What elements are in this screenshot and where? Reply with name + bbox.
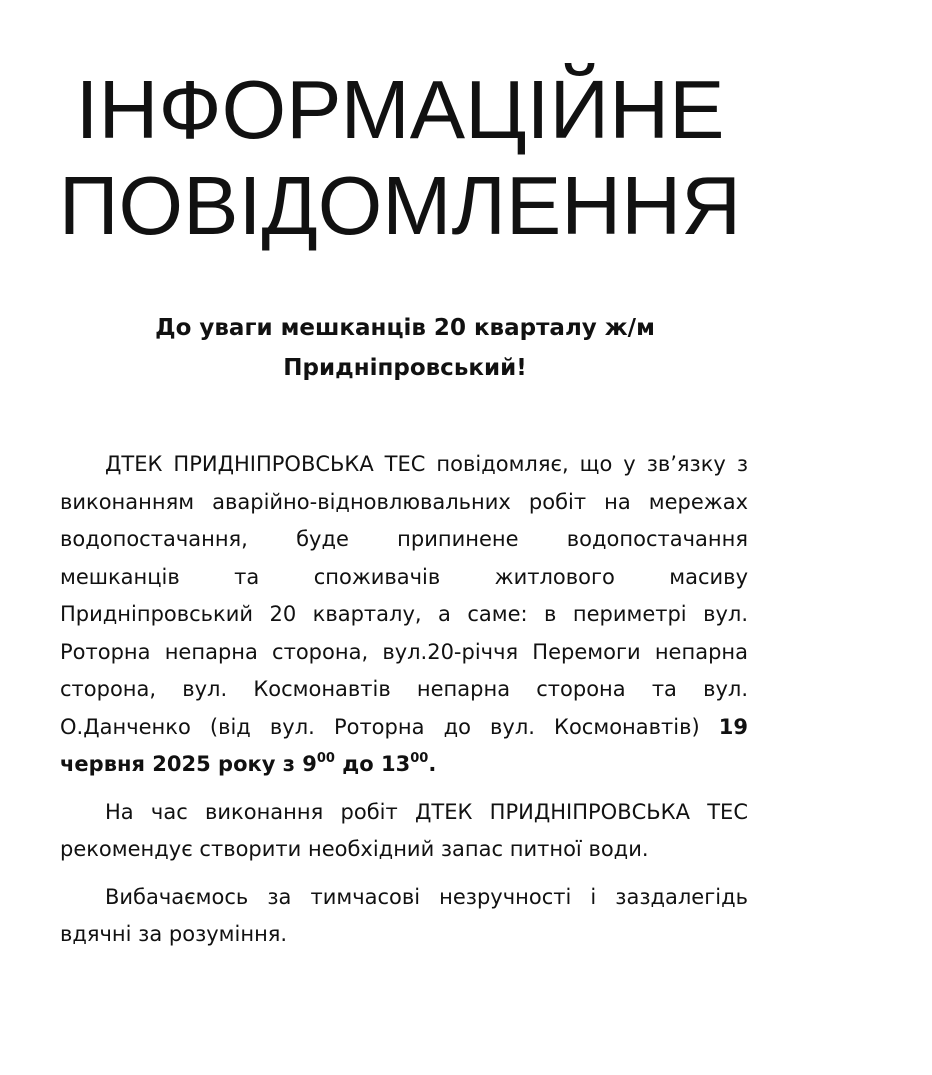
subtitle-line-1: До уваги мешканців 20 кварталу ж/м — [155, 315, 655, 341]
start-time-minutes: 00 — [316, 751, 335, 766]
paragraph-outage-details — [60, 446, 748, 784]
title-line-1: ІНФОРМАЦІЙНЕ — [75, 63, 725, 156]
end-time-minutes: 00 — [410, 751, 429, 766]
notice-title — [30, 62, 770, 254]
notice-subtitle — [60, 308, 750, 388]
recommendation-text: На час виконання робіт ДТЕК ПРИДНІПРОВСЬКА ТЕС рекомендує створити необхідний запас питної води. — [60, 799, 748, 861]
subtitle-line-2: Придніпровський! — [283, 355, 527, 381]
outage-date-text: 19 червня 2025 року з 9 — [60, 714, 748, 776]
notice-body — [60, 446, 748, 964]
end-punctuation: . — [428, 752, 437, 776]
until-text: до 13 — [334, 752, 411, 776]
paragraph-recommendation — [60, 794, 748, 869]
title-line-2: ПОВІДОМЛЕННЯ — [58, 159, 742, 252]
apology-text: Вибачаємось за тимчасові незручності і заздалегідь вдячні за розуміння. — [60, 884, 748, 946]
paragraph-apology — [60, 879, 748, 954]
outage-details-text: ДТЕК ПРИДНІПРОВСЬКА ТЕС повідомляє, що у зв’язку з виконанням аварійно-відновлювальних робіт на мережах водопостачання, буде припинене водопостачання мешканців та споживачів житлового масиву Придніпровський 20 кварталу, а саме: в периметрі вул. Роторна непарна сторона, вул.20-річчя Перемоги непарна сторона, вул. Космонавтів непарна сторона та вул. О.Данченко (від вул. Роторна до вул. Космонавтів) — [60, 452, 748, 739]
